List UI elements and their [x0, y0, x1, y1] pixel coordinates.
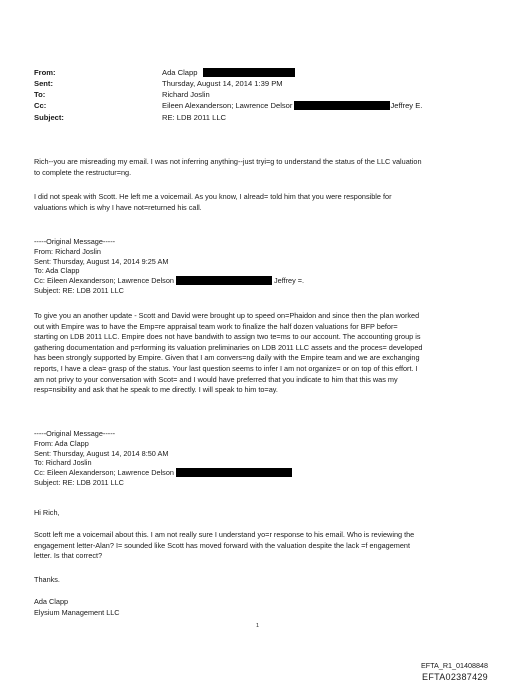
cc-tail: Jeffrey E.	[390, 101, 423, 110]
cc-value	[162, 101, 422, 111]
orig-sent: Sent: Thursday, August 14, 2014 9:25 AM	[34, 256, 169, 266]
bates-number-1: EFTA_R1_01408848	[421, 661, 488, 670]
orig-subject: Subject: RE: LDB 2011 LLC	[34, 285, 124, 295]
text-line: To give you an another update - Scott and David were brought up to speed on=Phaidon and since then the plan worked	[34, 311, 420, 320]
text-line: Hi Rich,	[34, 508, 60, 517]
text-line: am not privy to your conversation with Scot= and I would have preferred that you indicate to him that this was my	[34, 374, 398, 384]
original-message-marker: -----Original Message-----	[34, 237, 116, 246]
cc-names: Eileen Alexanderson; Lawrence Delsor	[162, 101, 293, 110]
redaction-block	[176, 276, 272, 285]
orig-cc-names: Cc: Eileen Alexanderson; Lawrence Delson	[34, 276, 174, 286]
signature-company: Elysium Management LLC	[34, 607, 120, 617]
redaction-block	[176, 468, 292, 477]
orig-cc	[34, 276, 304, 286]
closing	[34, 575, 486, 586]
text-line: out with Empire was to have the Emp=re appraisal team work to finalize the half dozen valuations for BFP befor=	[34, 321, 398, 331]
cc-label: Cc:	[34, 101, 47, 110]
orig-cc-names: Cc: Eileen Alexanderson; Lawrence Delson	[34, 468, 174, 478]
orig-to: To: Ada Clapp	[34, 266, 80, 276]
original-message-1-body	[34, 311, 486, 396]
text-line: gathering documentation and p=rforming its valuation preliminaries on LDB 2011 LLC assets and the proces= developed	[34, 342, 423, 352]
text-line: engagement letter-Alan? I= sounded like Scott has moved forward with the valuation despite the lack =f engagement	[34, 540, 411, 550]
orig-from: From: Richard Joslin	[34, 246, 101, 256]
page-number: 1	[256, 623, 260, 629]
text-line: starting on LDB 2011 LLC. Empire does not have bandwith to assign two te=ms to our account. The accounting group is	[34, 332, 421, 342]
reply-paragraph-2	[34, 192, 486, 213]
from-label: From:	[34, 68, 56, 77]
reply-paragraph-1	[34, 157, 486, 178]
greeting	[34, 508, 486, 519]
sent-label: Sent:	[34, 79, 53, 88]
orig-cc-tail: Jeffrey =.	[273, 276, 305, 286]
signature-name: Ada Clapp	[34, 597, 69, 606]
original-message-2-header	[34, 429, 292, 488]
text-line: Rich--you are misreading my email. I was not inferring anything--just tryi=g to understand the status of the LLC valuation	[34, 157, 422, 166]
original-message-1-header	[34, 237, 304, 296]
redaction-block	[203, 68, 295, 77]
to-value: Richard Joslin	[162, 90, 210, 99]
original-message-2-body	[34, 530, 486, 562]
text-line: resp=nsibility and ask that he speak to me directly. I will speak to him to=ay.	[34, 385, 278, 395]
from-name: Ada Clapp	[162, 68, 198, 77]
from-value	[162, 68, 295, 78]
text-line: valuations which is why I have not=returned his call.	[34, 202, 202, 212]
orig-sent: Sent: Thursday, August 14, 2014 8:50 AM	[34, 448, 169, 458]
text-line: Scott left me a voicemail about this. I am not really sure I understand yo=r response to his email. Who is reviewing the	[34, 530, 415, 539]
subject-value: RE: LDB 2011 LLC	[162, 113, 227, 122]
bates-number-2: EFTA02387429	[422, 672, 488, 682]
sent-value: Thursday, August 14, 2014 1:39 PM	[162, 79, 283, 88]
redaction-block	[294, 101, 390, 110]
text-line: letter. Is that correct?	[34, 551, 103, 561]
text-line: I did not speak with Scott. He left me a voicemail. As you know, I alread= told him that you were responsible for	[34, 192, 392, 201]
text-line: has been strongly supported by Empire. Given that I am convers=ng daily with the Empire team and we are exchanging	[34, 353, 420, 363]
subject-label: Subject:	[34, 113, 64, 122]
text-line: to complete the restructur=ng.	[34, 167, 132, 177]
to-label: To:	[34, 90, 46, 99]
orig-to: To: Richard Joslin	[34, 458, 92, 468]
signature-block	[34, 597, 486, 618]
original-message-marker: -----Original Message-----	[34, 429, 116, 438]
orig-cc	[34, 468, 292, 478]
orig-from: From: Ada Clapp	[34, 438, 89, 448]
text-line: Thanks.	[34, 575, 60, 584]
orig-subject: Subject: RE: LDB 2011 LLC	[34, 477, 124, 487]
text-line: reports, I have a clea= grasp of the status. Your last question seems to infer I am not organize= or on top of this effort. I	[34, 363, 418, 373]
